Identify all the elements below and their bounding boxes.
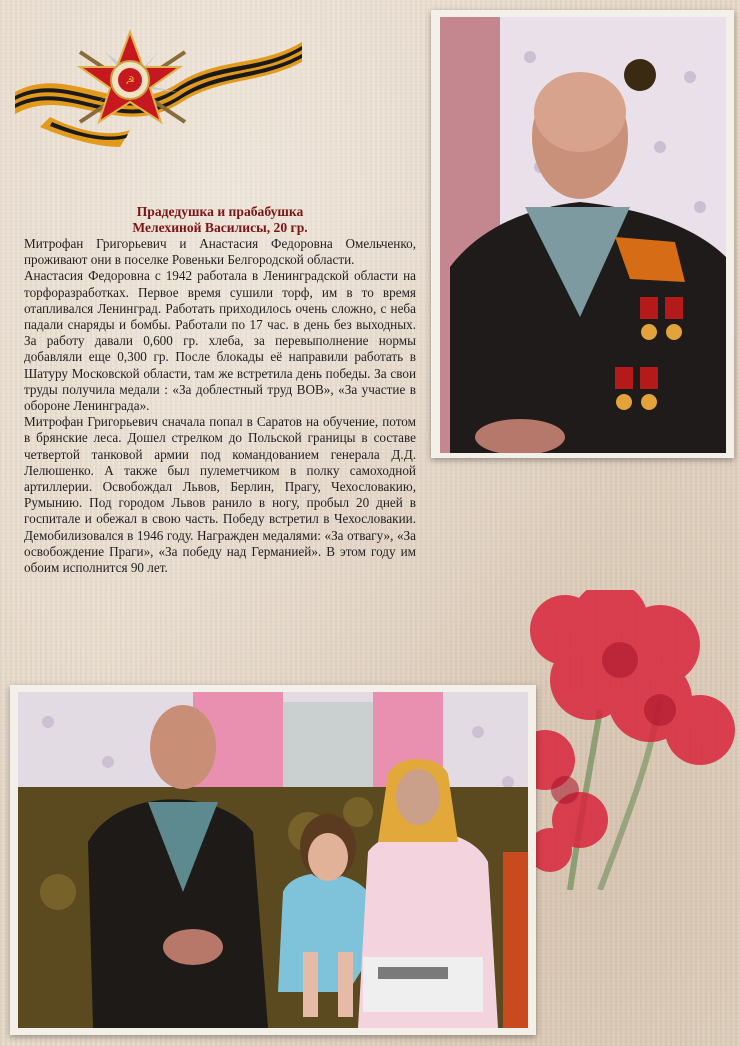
carnation-decoration [510, 590, 740, 890]
svg-text:☭: ☭ [125, 74, 135, 87]
article-title-line1: Прадедушка и прабабушка [136, 204, 304, 219]
photo-family [18, 692, 528, 1028]
article-paragraph-3: Митрофан Григорьевич сначала попал в Саратов на обучение, потом в брянские леса. Дошел стрелком до Польской границы в составе четвертой танковой армии под командованием генерала Д.Д. Лелюшенко. А также был пулеметчиком в полку самоходной артиллерии. Освобождал Львов, Берлин, Прагу, Чехословакию, Румынию. Под городом Львов ранило в ногу, пробыл 20 дней в госпитале и обежал в свою часть. Победу встретил в Чехословакии. Демобилизовался в 1946 году. Награжден медалями: «За отвагу», «За освобождение Праги», «За победу над Германией». В этом году им обоим исполнится 90 лет. [24, 414, 416, 576]
photo-great-grandfather [440, 17, 726, 453]
photo-great-grandfather-frame [431, 10, 734, 458]
victory-emblem [10, 22, 310, 147]
photo-family-frame [10, 685, 536, 1035]
article-title-line2: Мелехиной Василисы, 20 гр. [132, 220, 308, 235]
article [24, 204, 416, 576]
article-paragraph-1: Митрофан Григорьевич и Анастасия Федоровна Омельченко, проживают они в поселке Ровеньки Белгородской области. [24, 236, 416, 268]
article-paragraph-2: Анастасия Федоровна с 1942 работала в Ленинградской области на торфоразработках. Первое время сушили торф, им в то время отапливался Ленинград. Работать приходилось очень сложно, с неба падали снаряды и бомбы. Работали по 17 час. в день без выходных. За работу давали 0,600 гр. хлеба, за перевыполнение нормы добавляли еще 0,300 гр. После блокады её направили работать в Шатуру Московской области, там же встретила день победы. За свои труды получила медали : «За доблестный труд ВОВ», «За участие в обороне Ленинграда». [24, 268, 416, 414]
